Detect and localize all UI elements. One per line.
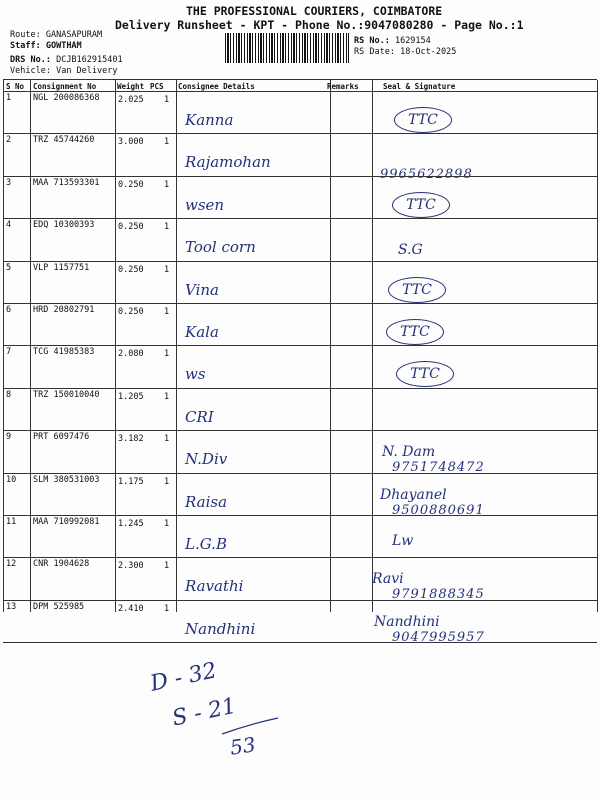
rs-date-value: 18-Oct-2025 (400, 47, 457, 57)
row-weight: 1.175 (118, 477, 144, 487)
vehicle-value: Van Delivery (56, 66, 118, 76)
col-consignment: Consignment No (33, 82, 97, 91)
company-title: THE PROFESSIONAL COURIERS, COIMBATORE (186, 4, 443, 18)
row-pcs: 1 (164, 477, 170, 487)
row-sno: 8 (6, 390, 12, 400)
row-consignment: VLP 1157751 (33, 263, 90, 273)
row-weight: 0.250 (118, 265, 144, 275)
row-separator (3, 303, 597, 304)
row-pcs: 1 (164, 180, 170, 190)
row-separator (3, 430, 597, 431)
row-consignee-handwritten: Ravathi (185, 577, 244, 595)
row-consignee-handwritten: Raisa (185, 493, 228, 511)
table-rule (3, 80, 4, 612)
row-separator (3, 133, 597, 134)
row-sno: 3 (6, 178, 12, 188)
staff-line (10, 41, 82, 51)
receiver-phone-handwritten: 9047995957 (392, 630, 485, 645)
row-pcs: 1 (164, 95, 170, 105)
row-sno: 4 (6, 220, 12, 230)
rs-no-value: 1629154 (394, 36, 431, 46)
drs-value: DCJB162915401 (56, 55, 123, 65)
route-line (10, 30, 102, 40)
row-consignee-handwritten: Kala (185, 323, 219, 341)
staff-value: GOWTHAM (45, 41, 82, 51)
note-s-count: S - 21 (170, 693, 239, 732)
col-weight: Weight (117, 82, 145, 91)
row-pcs: 1 (164, 434, 170, 444)
table-rule (372, 80, 373, 612)
row-separator (3, 557, 597, 558)
row-sno: 2 (6, 135, 12, 145)
row-sno: 9 (6, 432, 12, 442)
row-weight: 2.080 (118, 349, 144, 359)
row-weight: 1.245 (118, 519, 144, 529)
vehicle-label: Vehicle: (10, 66, 51, 76)
row-consignment: TRZ 45744260 (33, 135, 95, 145)
col-sno: S No (6, 82, 25, 91)
drs-line (10, 55, 123, 65)
row-pcs: 1 (164, 349, 170, 359)
row-consignment: TRZ 150010040 (33, 390, 100, 400)
row-consignment: CNR 1904628 (33, 559, 90, 569)
receiver-phone-handwritten: 9751748472 (392, 460, 485, 475)
row-pcs: 1 (164, 265, 170, 275)
drs-label: DRS No.: (10, 55, 51, 65)
row-separator (3, 388, 597, 389)
table-rule (330, 80, 331, 612)
row-consignee-handwritten: wsen (185, 196, 225, 214)
table-rule (3, 79, 597, 80)
row-sno: 5 (6, 263, 12, 273)
row-sno: 10 (6, 475, 17, 485)
seal-stamp-signature: TTC (386, 319, 444, 345)
col-pcs: PCS (150, 82, 164, 91)
row-weight: 1.205 (118, 392, 144, 402)
row-consignment: NGL 200086368 (33, 93, 100, 103)
seal-stamp-signature: TTC (394, 107, 452, 133)
row-consignment: SLM 380531003 (33, 475, 100, 485)
table-rule (3, 91, 597, 92)
receiver-phone-handwritten: 9791888345 (392, 587, 485, 602)
staff-label: Staff: (10, 41, 41, 51)
row-consignee-handwritten: L.G.B (185, 535, 227, 553)
row-separator (3, 218, 597, 219)
seal-signature: Ravi (372, 571, 404, 587)
seal-stamp-signature: TTC (388, 277, 446, 303)
runsheet-title: Delivery Runsheet - KPT - Phone No.:9047080280 - Page No.:1 (115, 18, 524, 32)
row-consignee-handwritten: Vina (185, 281, 219, 299)
row-consignment: HRD 20802791 (33, 305, 95, 315)
row-consignee-handwritten: CRI (185, 408, 214, 426)
row-weight: 2.300 (118, 561, 144, 571)
row-pcs: 1 (164, 137, 170, 147)
row-weight: 2.410 (118, 604, 144, 614)
row-consignment: PRT 6097476 (33, 432, 90, 442)
row-weight: 0.250 (118, 307, 144, 317)
seal-signature: Nandhini (374, 614, 440, 630)
row-consignee-handwritten: Tool corn (185, 238, 256, 256)
row-sno: 13 (6, 602, 17, 612)
row-consignment: TCG 41985383 (33, 347, 95, 357)
row-weight: 2.025 (118, 95, 144, 105)
row-sno: 1 (6, 93, 12, 103)
row-weight: 3.000 (118, 137, 144, 147)
row-pcs: 1 (164, 392, 170, 402)
seal-stamp-signature: TTC (396, 361, 454, 387)
row-weight: 0.250 (118, 222, 144, 232)
seal-signature: Lw (392, 533, 414, 549)
col-consignee: Consignee Details (178, 82, 255, 91)
col-seal: Seal & Signature (383, 82, 456, 91)
table-rule (176, 80, 177, 612)
note-d-count: D - 32 (148, 658, 219, 697)
row-consignee-handwritten: Kanna (185, 111, 234, 129)
rs-no-line (354, 36, 431, 46)
row-pcs: 1 (164, 604, 170, 614)
row-sno: 6 (6, 305, 12, 315)
route-label: Route: (10, 30, 41, 40)
seal-stamp-signature: TTC (392, 192, 450, 218)
col-remarks: Remarks (327, 82, 359, 91)
row-pcs: 1 (164, 519, 170, 529)
receiver-phone-handwritten: 9965622898 (380, 167, 473, 182)
row-pcs: 1 (164, 561, 170, 571)
row-weight: 0.250 (118, 180, 144, 190)
seal-signature: N. Dam (382, 444, 436, 460)
note-total: 53 (228, 732, 257, 760)
row-weight: 3.182 (118, 434, 144, 444)
row-consignee-handwritten: ws (185, 365, 206, 383)
barcode (225, 33, 349, 63)
row-consignment: MAA 710992081 (33, 517, 100, 527)
row-separator (3, 600, 597, 601)
row-consignee-handwritten: N.Div (185, 450, 228, 468)
row-sno: 7 (6, 347, 12, 357)
rs-no-label: RS No.: (354, 36, 390, 46)
row-separator (3, 515, 597, 516)
row-separator (3, 176, 597, 177)
table-rule (30, 80, 31, 612)
seal-signature: S.G (398, 242, 423, 258)
seal-signature: Dhayanel (380, 487, 447, 503)
row-consignment: MAA 713593301 (33, 178, 100, 188)
row-separator (3, 261, 597, 262)
row-separator (3, 473, 597, 474)
row-separator (3, 345, 597, 346)
table-rule (115, 80, 116, 612)
row-consignee-handwritten: Rajamohan (185, 153, 271, 171)
rs-date-line (354, 47, 456, 57)
row-consignment: EDQ 10300393 (33, 220, 95, 230)
receiver-phone-handwritten: 9500880691 (392, 503, 485, 518)
rs-date-label: RS Date: (354, 47, 395, 57)
table-rule (597, 80, 598, 612)
row-consignment: DPM 525985 (33, 602, 85, 612)
row-pcs: 1 (164, 307, 170, 317)
route-value: GANASAPURAM (45, 30, 103, 40)
vehicle-line (10, 66, 118, 76)
row-pcs: 1 (164, 222, 170, 232)
row-consignee-handwritten: Nandhini (185, 620, 256, 638)
row-separator (3, 642, 597, 643)
row-sno: 12 (6, 559, 17, 569)
row-sno: 11 (6, 517, 17, 527)
